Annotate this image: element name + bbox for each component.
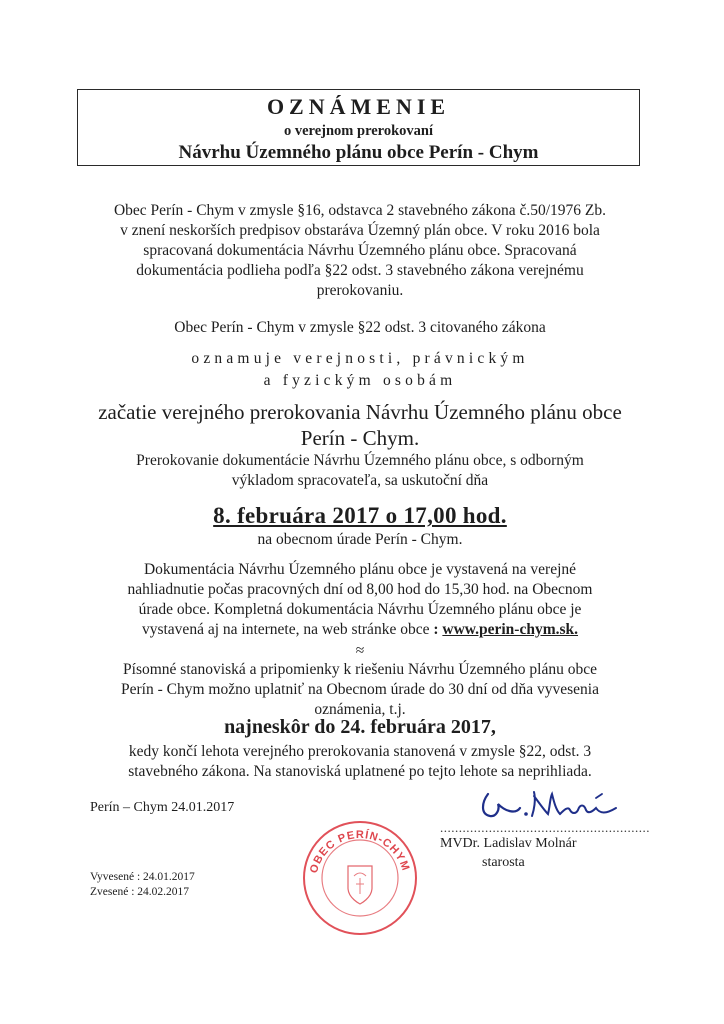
header-box	[77, 89, 640, 166]
announce-heading-2: Perín - Chym.	[300, 426, 420, 450]
document-subject: Návrhu Územného plánu obce Perín - Chym	[178, 142, 539, 163]
intro-line: spracovaná dokumentácia Návrhu Územného plánu obce. Spracovaná	[143, 242, 577, 259]
docs-line: úrade obce. Kompletná dokumentácia Návrhu Územného plánu obce je	[138, 601, 582, 618]
website-link[interactable]: www.perin-chym.sk.	[442, 621, 579, 638]
comments-tail	[70, 742, 650, 782]
comments-line: Perín - Chym možno uplatniť na Obecnom úrade do 30 dní od dňa vyvesenia	[121, 681, 599, 698]
separator-glyph: ≈	[355, 642, 365, 659]
comments-paragraph	[70, 660, 650, 720]
comments-line: stavebného zákona. Na stanoviská uplatnené po tejto lehote sa neprihliada.	[128, 763, 592, 780]
announce-detail-line: Prerokovanie dokumentácie Návrhu Územného plánu obce, s odborným	[136, 452, 584, 469]
event-place: na obecnom úrade Perín - Chym.	[257, 531, 463, 548]
docs-line-prefix: vystavená aj na internete, na web stránke obce	[141, 621, 430, 638]
signer-name: MVDr. Ladislav Molnár	[440, 836, 577, 851]
intro-line: dokumentácia podlieha podľa §22 odst. 3 stavebného zákona verejnému	[136, 262, 584, 279]
event-date	[70, 503, 650, 529]
svg-text:OBEC PERÍN-CHYM: OBEC PERÍN-CHYM	[307, 828, 412, 875]
intro-line: v znení neskorších predpisov obstaráva Územný plán obce. V roku 2016 bola	[120, 222, 600, 239]
comments-deadline: najneskôr do 24. februára 2017,	[224, 716, 496, 738]
documentation-paragraph	[70, 560, 650, 640]
announce-line: Obec Perín - Chym v zmysle §22 odst. 3 citovaného zákona	[174, 319, 546, 336]
signature-line: ........................................................	[440, 820, 650, 835]
intro-line: prerokovaniu.	[316, 282, 404, 299]
announce-detail	[70, 451, 650, 491]
announce-spaced-2: a fyzickým osobám	[263, 372, 457, 389]
intro-paragraph	[70, 201, 650, 301]
docs-line: nahliadnutie počas pracovných dní od 8,00 hod do 15,30 hod. na Obecnom	[127, 581, 593, 598]
docs-line: Dokumentácia Návrhu Územného plánu obce je vystavená na verejné	[143, 561, 577, 578]
signer-role: starosta	[482, 855, 525, 870]
removed-date: Zvesené : 24.02.2017	[90, 886, 190, 898]
announce-detail-line: výkladom spracovateľa, sa uskutoční dňa	[231, 472, 489, 489]
comments-line: oznámenia, t.j.	[314, 701, 406, 718]
posted-date: Vyvesené : 24.01.2017	[90, 871, 195, 883]
announce-spaced-1: oznamuje verejnosti, právnickým	[191, 350, 529, 367]
document-subtitle: o verejnom prerokovaní	[283, 123, 434, 139]
official-stamp	[300, 818, 420, 943]
comments-line: Písomné stanoviská a pripomienky k riešeniu Návrhu Územného plánu obce	[123, 661, 597, 678]
signer-block	[440, 834, 576, 872]
docs-line	[70, 620, 650, 640]
document-title: OZNÁMENIE	[266, 94, 451, 119]
posting-dates	[90, 870, 195, 900]
intro-line: Obec Perín - Chym v zmysle §16, odstavca 2 stavebného zákona č.50/1976 Zb.	[113, 202, 606, 219]
comments-line: kedy končí lehota verejného prerokovania stanovená v zmysle §22, odst. 3	[128, 743, 592, 760]
docs-colon: :	[429, 621, 443, 638]
announce-heading-1: začatie verejného prerokovania Návrhu Územného plánu obce	[98, 400, 622, 424]
event-date-text: 8. februára 2017 o 17,00 hod.	[213, 503, 507, 528]
place-date: Perín – Chym 24.01.2017	[90, 800, 235, 815]
